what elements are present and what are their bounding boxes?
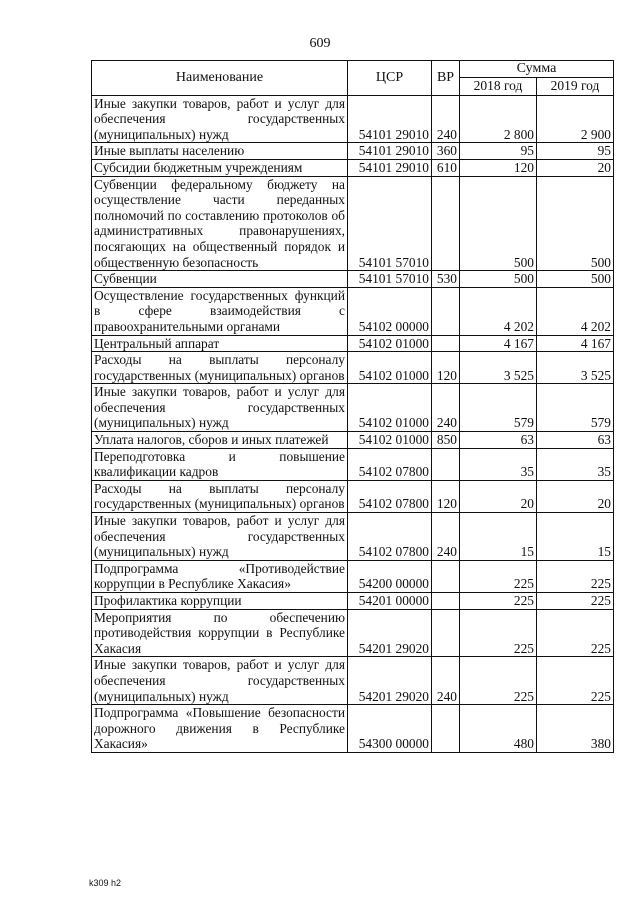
table-row [92,448,614,480]
table-header-row [92,61,614,78]
row-amount-2018-cell: 35 [460,448,537,480]
row-amount-2018-cell: 4 202 [460,287,537,335]
row-vr-cell: 240 [432,513,460,561]
table-row [92,384,614,432]
row-amount-2018-cell: 225 [460,560,537,592]
row-amount-2019-cell: 20 [537,159,614,176]
table-row [92,480,614,512]
table-row [92,705,614,753]
row-amount-2018-cell: 4 167 [460,335,537,352]
row-amount-2018-cell: 15 [460,513,537,561]
row-vr-cell: 240 [432,384,460,432]
row-vr-cell [432,560,460,592]
table-row [92,143,614,160]
row-vr-cell [432,176,460,271]
row-csr-cell: 54102 00000 [348,287,432,335]
table-row [92,560,614,592]
footer-code: k309 h2 [89,878,122,888]
row-amount-2018-cell: 225 [460,657,537,705]
row-vr-cell [432,593,460,610]
row-name-cell: Переподготовка и повышение квалификации кадров [92,448,348,480]
row-csr-cell: 54102 01000 [348,352,432,384]
row-csr-cell: 54102 07800 [348,513,432,561]
row-amount-2018-cell: 63 [460,432,537,449]
table-row [92,513,614,561]
table-row [92,657,614,705]
row-name-cell: Уплата налогов, сборов и иных платежей [92,432,348,449]
row-csr-cell: 54300 00000 [348,705,432,753]
row-amount-2018-cell: 500 [460,271,537,288]
column-header-sum: Сумма [460,61,614,78]
row-vr-cell [432,705,460,753]
row-csr-cell: 54101 29010 [348,159,432,176]
row-amount-2019-cell: 225 [537,609,614,657]
row-amount-2018-cell: 3 525 [460,352,537,384]
page-number: 609 [309,36,331,51]
row-csr-cell: 54201 00000 [348,593,432,610]
table-row [92,352,614,384]
row-amount-2019-cell: 4 167 [537,335,614,352]
row-csr-cell: 54101 29010 [348,95,432,143]
row-name-cell: Субвенции [92,271,348,288]
row-amount-2018-cell: 2 800 [460,95,537,143]
table-row [92,335,614,352]
row-amount-2019-cell: 225 [537,560,614,592]
table-row [92,432,614,449]
row-amount-2019-cell: 35 [537,448,614,480]
row-csr-cell: 54200 00000 [348,560,432,592]
row-amount-2018-cell: 500 [460,176,537,271]
row-name-cell: Центральный аппарат [92,335,348,352]
row-amount-2018-cell: 579 [460,384,537,432]
row-amount-2019-cell: 579 [537,384,614,432]
column-header-csr: ЦСР [348,61,432,96]
row-vr-cell: 240 [432,95,460,143]
row-amount-2018-cell: 480 [460,705,537,753]
row-name-cell: Осуществление государственных функций в сфере взаимодействия с правоохранительными органами [92,287,348,335]
row-vr-cell: 240 [432,657,460,705]
row-csr-cell: 54201 29020 [348,657,432,705]
table-row [92,609,614,657]
row-vr-cell [432,287,460,335]
row-name-cell: Иные закупки товаров, работ и услуг для обеспечения государственных (муниципальных) нужд [92,95,348,143]
row-amount-2019-cell: 20 [537,480,614,512]
row-vr-cell [432,448,460,480]
row-name-cell: Субвенции федеральному бюджету на осуществление части переданных полномочий по составлению протоколов об административных правонарушениях, посягающих на общественный порядок и общественную безопасность [92,176,348,271]
row-amount-2019-cell: 225 [537,593,614,610]
row-csr-cell: 54102 07800 [348,448,432,480]
row-csr-cell: 54102 07800 [348,480,432,512]
table-row [92,271,614,288]
row-amount-2019-cell: 500 [537,271,614,288]
row-name-cell: Иные закупки товаров, работ и услуг для обеспечения государственных (муниципальных) нужд [92,657,348,705]
row-amount-2018-cell: 20 [460,480,537,512]
row-amount-2019-cell: 4 202 [537,287,614,335]
row-vr-cell [432,609,460,657]
column-header-2018: 2018 год [460,77,537,95]
row-name-cell: Расходы на выплаты персоналу государственных (муниципальных) органов [92,480,348,512]
row-vr-cell: 120 [432,352,460,384]
row-name-cell: Иные закупки товаров, работ и услуг для обеспечения государственных (муниципальных) нужд [92,384,348,432]
row-amount-2018-cell: 120 [460,159,537,176]
row-name-cell: Иные выплаты населению [92,143,348,160]
row-csr-cell: 54101 57010 [348,176,432,271]
row-amount-2018-cell: 225 [460,609,537,657]
row-amount-2019-cell: 63 [537,432,614,449]
row-amount-2018-cell: 95 [460,143,537,160]
row-amount-2018-cell: 225 [460,593,537,610]
row-name-cell: Мероприятия по обеспечению противодействия коррупции в Республике Хакасия [92,609,348,657]
row-vr-cell: 850 [432,432,460,449]
row-amount-2019-cell: 225 [537,657,614,705]
row-name-cell: Подпрограмма «Противодействие коррупции в Республике Хакасия» [92,560,348,592]
column-header-vr: ВР [432,61,460,96]
table-row [92,593,614,610]
table-row [92,176,614,271]
table-row [92,95,614,143]
row-name-cell: Субсидии бюджетным учреждениям [92,159,348,176]
row-name-cell: Расходы на выплаты персоналу государственных (муниципальных) органов [92,352,348,384]
row-amount-2019-cell: 95 [537,143,614,160]
row-name-cell: Иные закупки товаров, работ и услуг для обеспечения государственных (муниципальных) нужд [92,513,348,561]
row-csr-cell: 54102 01000 [348,432,432,449]
row-csr-cell: 54101 57010 [348,271,432,288]
row-name-cell: Профилактика коррупции [92,593,348,610]
row-csr-cell: 54201 29020 [348,609,432,657]
row-csr-cell: 54102 01000 [348,335,432,352]
row-amount-2019-cell: 15 [537,513,614,561]
budget-table [91,60,614,753]
column-header-2019: 2019 год [537,77,614,95]
row-amount-2019-cell: 500 [537,176,614,271]
table-row [92,159,614,176]
row-vr-cell: 530 [432,271,460,288]
row-vr-cell [432,335,460,352]
row-vr-cell: 360 [432,143,460,160]
row-amount-2019-cell: 3 525 [537,352,614,384]
row-vr-cell: 610 [432,159,460,176]
row-name-cell: Подпрограмма «Повышение безопасности дорожного движения в Республике Хакасия» [92,705,348,753]
column-header-name: Наименование [92,61,348,96]
row-csr-cell: 54101 29010 [348,143,432,160]
row-csr-cell: 54102 01000 [348,384,432,432]
row-vr-cell: 120 [432,480,460,512]
table-body [92,95,614,752]
table-row [92,287,614,335]
row-amount-2019-cell: 2 900 [537,95,614,143]
row-amount-2019-cell: 380 [537,705,614,753]
